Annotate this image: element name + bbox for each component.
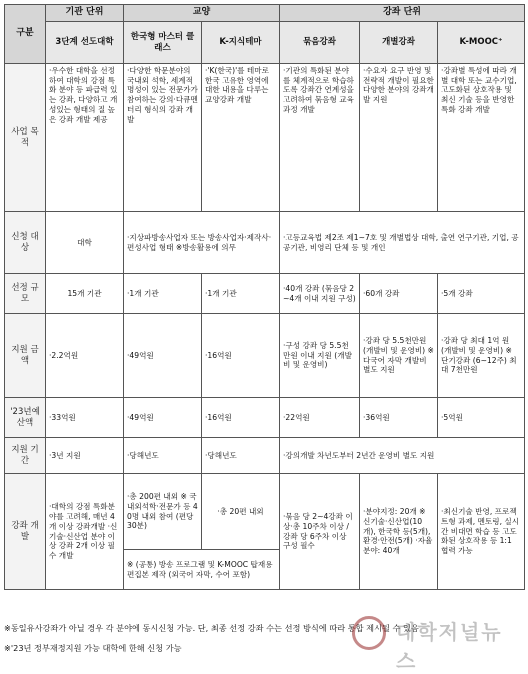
header-k-knowledge-theme: K-지식테마 [202, 22, 280, 64]
cell-purpose-individual: ·수요자 요구 반영 및 전략적 개발이 필요한 다양한 분야의 강좌개발 지원 [360, 64, 438, 212]
cell-scale-kmooc-plus: ·5개 강좌 [438, 274, 525, 314]
cell-dev-pioneer: ·대학의 강점 특화분야를 고려해, 매년 4개 이상 강좌개발 ·신기술·신산업 분야 이상 강좌 2개 이상 필수 개발 [46, 474, 124, 590]
cell-dev-kknowledge: ·총 20편 내외 [202, 474, 280, 550]
watermark-logo [352, 612, 520, 673]
row-label-scale: 선정 규모 [5, 274, 46, 314]
cell-applicant-pioneer: 대학 [46, 212, 124, 274]
row-label-course-dev: 강좌 개발 [5, 474, 46, 590]
cell-funding-masterclass: ·49억원 [124, 314, 202, 398]
cell-dev-media-note: ※ (공통) 방송 프로그램 및 K-MOOC 탑재용 편집본 제작 (외국어 자막, 수어 포함) [124, 550, 280, 590]
cell-budget-masterclass: ·49억원 [124, 398, 202, 438]
cell-funding-pioneer: ·2.2억원 [46, 314, 124, 398]
cell-funding-kmooc-plus: ·강좌 당 최대 1억 원 (개발비 및 운영비) ※ 단기강좌 (6~12주) 최대 7천만원 [438, 314, 525, 398]
footnote-eligibility: ※'23년 정부재정지원 가능 대학에 한해 신청 가능 [4, 643, 182, 653]
cell-dev-kmooc-plus: ·최신기술 반영, 프로젝트형 과제, 멘토링, 실시간 비대면 학습 등 고도화된 상호작용 등 1:1 협력 가능 [438, 474, 525, 590]
header-category: 구분 [5, 5, 46, 64]
cell-period-course: ·강의개발 차년도부터 2년간 운영비 별도 지원 [280, 438, 525, 474]
course-program-table [4, 4, 525, 590]
cell-period-kknowledge: ·당해년도 [202, 438, 280, 474]
cell-applicant-course: ·고등교육법 제2조 제1~7호 및 개별법상 대학, 출연 연구기관, 기업, 공공기관, 비영리 단체 등 및 개인 [280, 212, 525, 274]
cell-scale-kknowledge: ·1개 기관 [202, 274, 280, 314]
cell-purpose-kmooc-plus: ·강좌별 특성에 따라 개별 대학 또는 교수기업, 고도화된 상호작용 및 최신 기술 등을 반영한 특화 강좌 개발 [438, 64, 525, 212]
row-label-funding: 지원 금액 [5, 314, 46, 398]
cell-budget-bundle: ·22억원 [280, 398, 360, 438]
cell-funding-individual: ·강좌 당 5.5천만원 (개발비 및 운영비) ※ 다국어 자막 개발비 별도 지원 [360, 314, 438, 398]
header-pioneer-university: 3단계 선도대학 [46, 22, 124, 64]
cell-budget-individual: ·36억원 [360, 398, 438, 438]
row-label-budget: '23년예산액 [5, 398, 46, 438]
cell-scale-pioneer: 15개 기관 [46, 274, 124, 314]
header-institution-unit: 기관 단위 [46, 5, 124, 22]
header-liberal-arts: 교양 [124, 5, 280, 22]
cell-budget-pioneer: ·33억원 [46, 398, 124, 438]
cell-budget-kknowledge: ·16억원 [202, 398, 280, 438]
header-master-class: 한국형 마스터 클래스 [124, 22, 202, 64]
header-course-unit: 강좌 단위 [280, 5, 525, 22]
cell-period-masterclass: ·당해년도 [124, 438, 202, 474]
header-bundle-course: 묶음강좌 [280, 22, 360, 64]
cell-purpose-pioneer: ·우수한 대학을 선정하여 대학의 강점 특화 분야 등 파급력 있는 강좌, 다양하고 개성있는 형태의 질 높은 강좌 개발 제공 [46, 64, 124, 212]
row-label-applicant: 신청 대상 [5, 212, 46, 274]
cell-dev-individual: ·분야지정: 20개 ※ 신기술·신산업(10개), 한국학 등(5개), 환경·안전(5개) ·자율분야: 40개 [360, 474, 438, 590]
cell-scale-masterclass: ·1개 기관 [124, 274, 202, 314]
cell-scale-individual: ·60개 강좌 [360, 274, 438, 314]
cell-applicant-liberal: ·지상파방송사업자 또는 방송사업자·제작사·편성사업 형태 ※방송활용에 의무 [124, 212, 280, 274]
cell-purpose-kknowledge: ·'K(한국)'를 테마로 한국 고유한 영역에 대한 내용을 다루는 교양강좌 개발 [202, 64, 280, 212]
cell-scale-bundle: ·40개 강좌 (묶음당 2~4개 이내 지원 구성) [280, 274, 360, 314]
cell-dev-masterclass: ·총 200편 내외 ※ 국내외석학·전문가 등 40명 내외 참여 (편당 30분) [124, 474, 202, 550]
cell-funding-kknowledge: ·16억원 [202, 314, 280, 398]
watermark-text: 대학저널뉴스 [396, 620, 503, 673]
row-label-purpose: 사업 목적 [5, 64, 46, 212]
cell-funding-bundle: ·구성 강좌 당 5.5천만원 이내 지원 (개발비 및 운영비) [280, 314, 360, 398]
header-individual-course: 개별강좌 [360, 22, 438, 64]
header-kmooc-plus: K-MOOC⁺ [438, 22, 525, 64]
cell-period-pioneer: ·3년 지원 [46, 438, 124, 474]
cell-budget-kmooc-plus: ·5억원 [438, 398, 525, 438]
cell-purpose-bundle: ·기관의 특화된 분야를 체계적으로 학습하도록 강좌간 연계성을 고려하여 묶음형 교육과정 개발 [280, 64, 360, 212]
footnote-simultaneous-apply: ※동일유사강좌가 아닐 경우 각 분야에 동시신청 가능. 단, 최종 선정 강좌 수는 선정 방식에 따라 통합 제시될 수 있음 [4, 623, 419, 633]
cell-purpose-masterclass: ·다양한 학문분야의 국내외 석학, 세계적 명성이 있는 전문가가 참여하는 강의·다큐멘터리 형식의 강좌 개발 [124, 64, 202, 212]
cell-dev-bundle: ·묶음 당 2~4강좌 이상·총 10주차 이상 / 강좌 당 6주차 이상 구성 필수 [280, 474, 360, 590]
row-label-period: 지원 기간 [5, 438, 46, 474]
